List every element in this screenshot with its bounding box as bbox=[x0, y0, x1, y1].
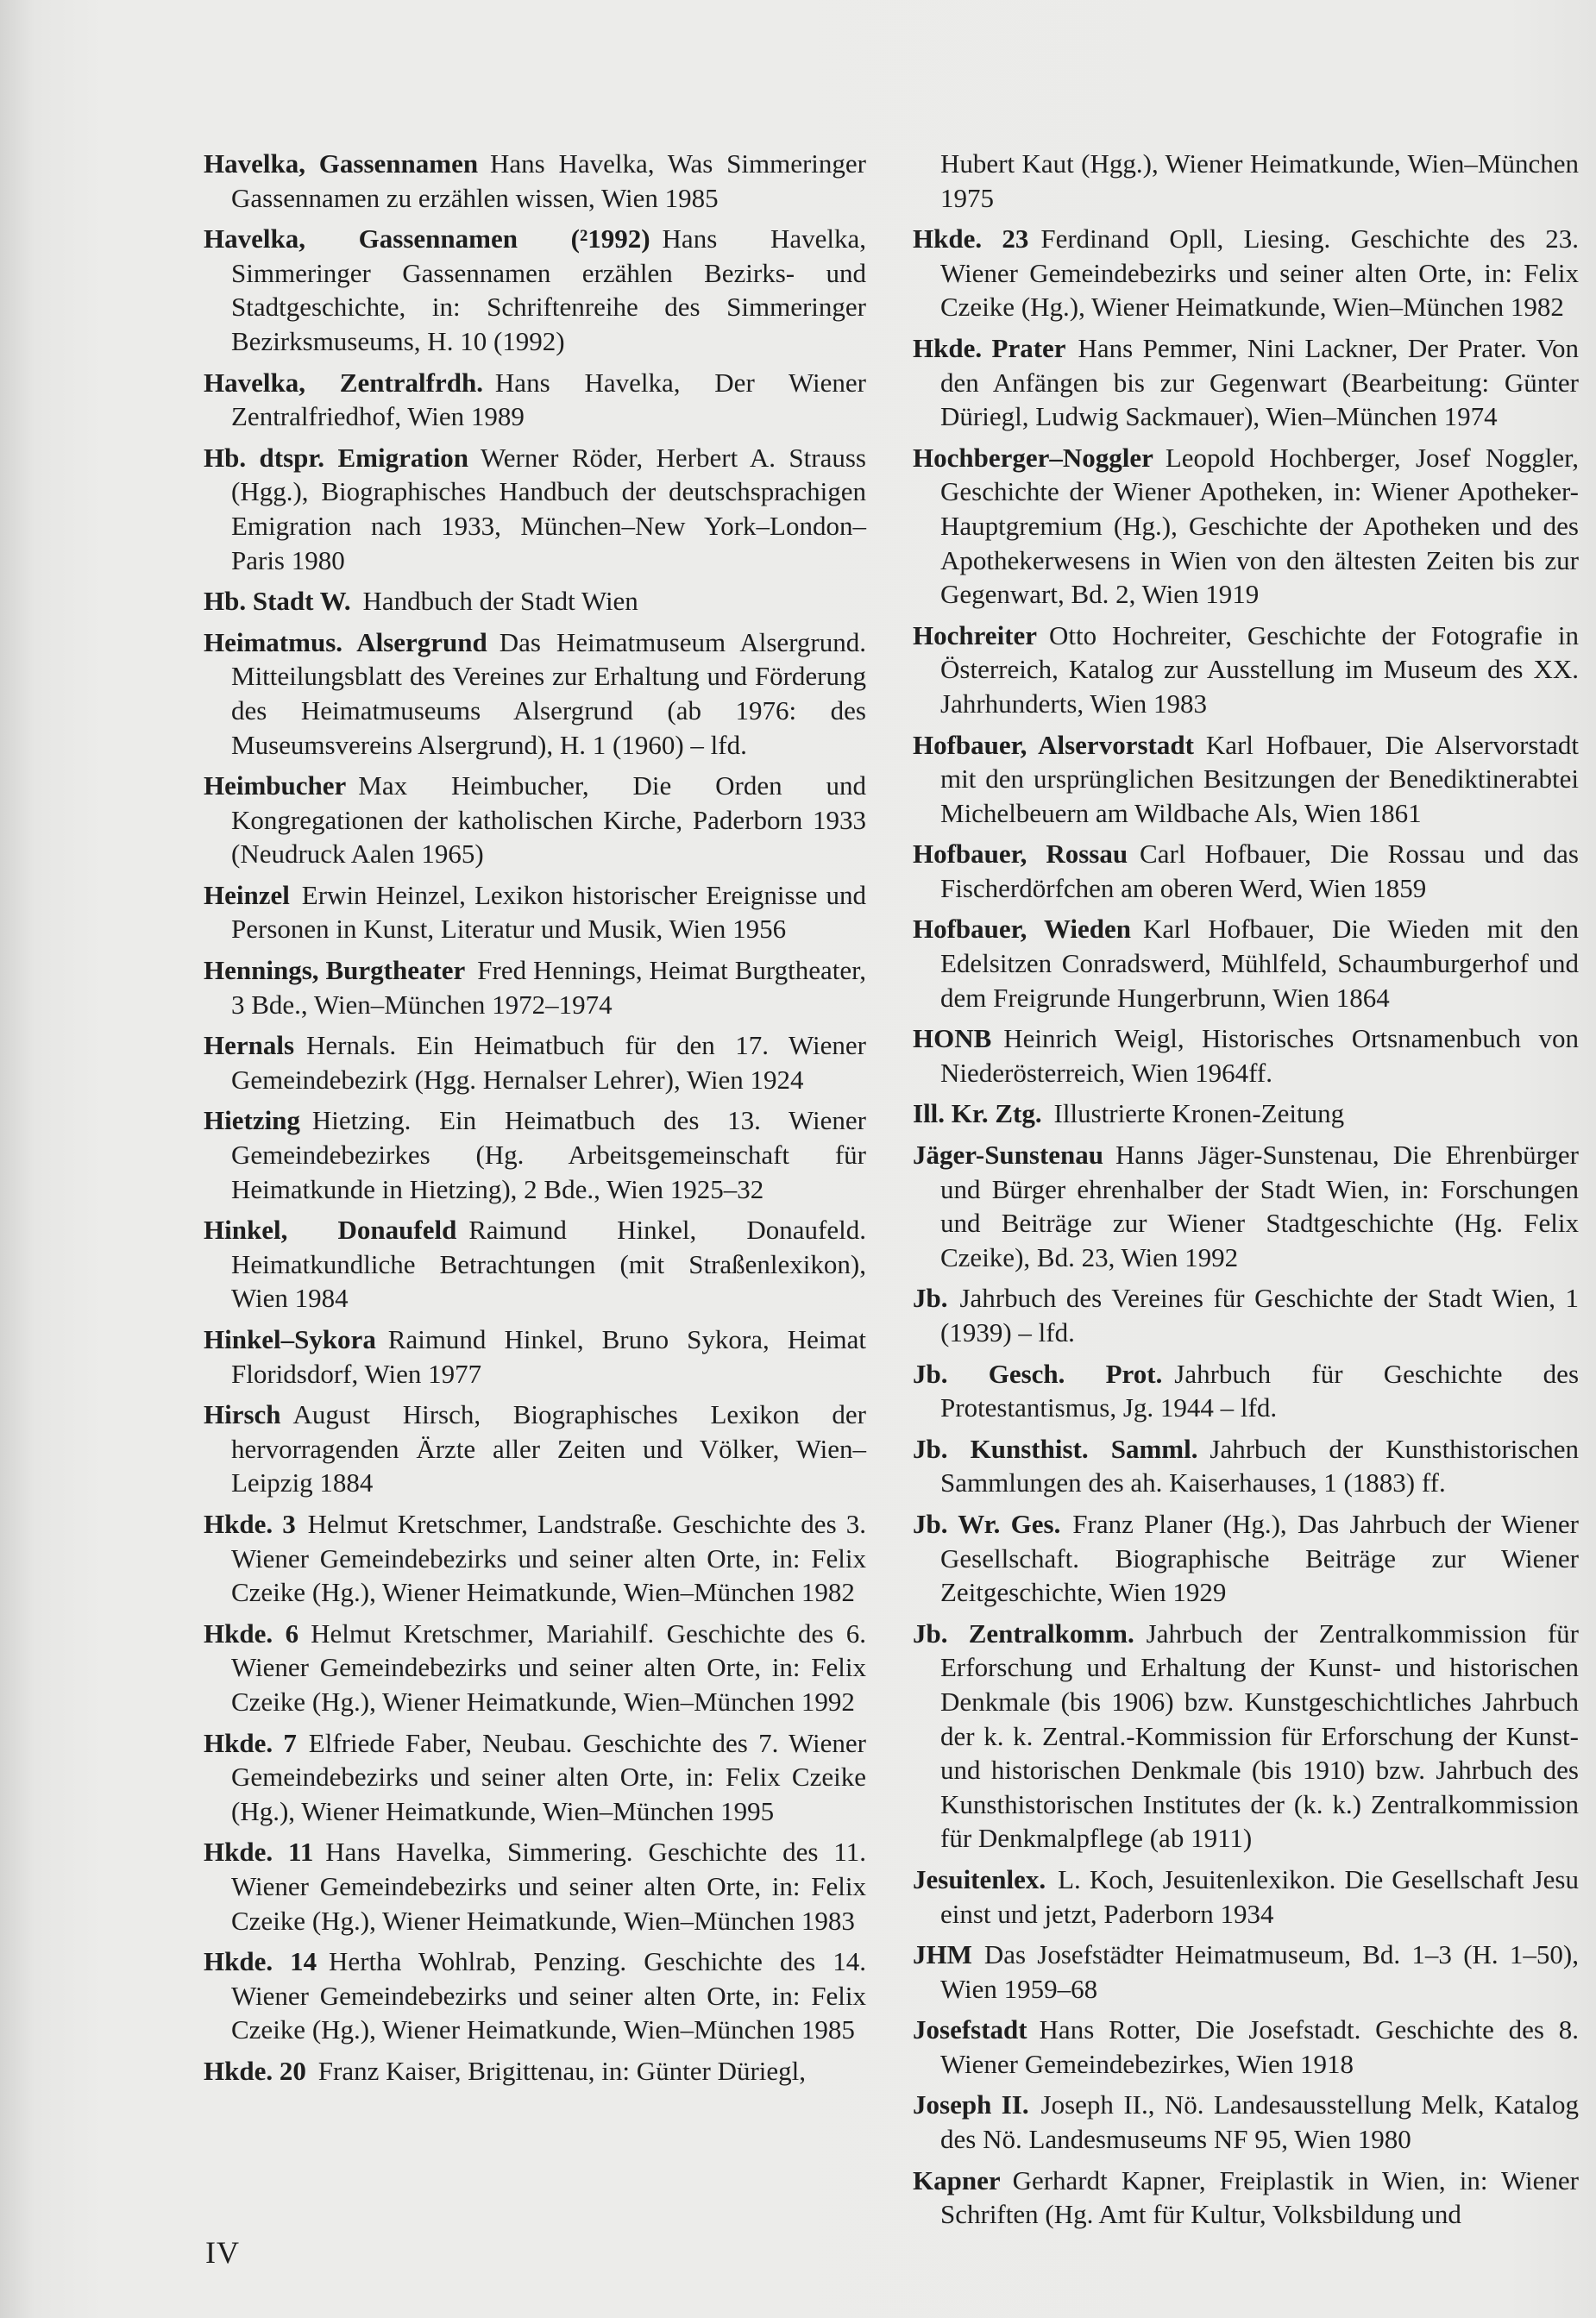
entry-key: Jb. Zentralkomm. bbox=[913, 1618, 1134, 1649]
bibliography-entry bbox=[913, 331, 1579, 434]
entry-text: Max Heimbucher, Die Orden und Kongregationen der katholischen Kirche, Paderborn 1933 (Neudruck Aalen 1965) bbox=[231, 770, 866, 870]
entry-key: Hirsch bbox=[204, 1399, 281, 1430]
bibliography-entry bbox=[204, 1103, 866, 1206]
entry-key: Heinzel bbox=[204, 879, 290, 910]
bibliography-entry bbox=[204, 1507, 866, 1610]
entry-text: Hans Havelka, Der Wiener Zentralfriedhof, Wien 1989 bbox=[231, 367, 866, 432]
bibliography-entry bbox=[913, 912, 1579, 1015]
entry-text: Raimund Hinkel, Donaufeld. Heimatkundliche Betrachtungen (mit Straßenlexikon), Wien 1984 bbox=[231, 1215, 866, 1314]
entry-text: Leopold Hochberger, Josef Noggler, Geschichte der Wiener Apotheken, in: Wiener Apotheker-Hauptgremium (Hg.), Geschichte der Apotheken und des Apothekerwesens in Wien von den ältesten Zeiten bis zur Gegenwart, Bd. 2, Wien 1919 bbox=[940, 442, 1579, 610]
entry-text: Jahrbuch der Zentralkommission für Erforschung und Erhaltung der Kunst- und historischen Denkmale (bis 1906) bzw. Kunstgeschichtliches Jahrbuch der k. k. Zentral.-Kommission für Erforschung der Kunst- und historischen Denkmale (bis 1910) bzw. Jahrbuch des Kunsthistorischen Institutes der (k. k.) Zentralkommission für Denkmalpflege (ab 1911) bbox=[940, 1618, 1580, 1854]
entry-key: Hinkel, Donaufeld bbox=[204, 1215, 457, 1246]
entry-key: Hkde. Prater bbox=[913, 332, 1066, 363]
entry-key: JHM bbox=[913, 1939, 972, 1970]
left-column bbox=[204, 147, 866, 2095]
bibliography-entry bbox=[204, 953, 866, 1021]
entry-key: Kapner bbox=[913, 2164, 1001, 2196]
entry-text: Hertha Wohlrab, Penzing. Geschichte des 14. Wiener Gemeindebezirks und seiner alten Orte, in: Felix Czeike (Hg.), Wiener Heimatkunde, Wien–München 1985 bbox=[231, 1946, 866, 2045]
entry-text: Joseph II., Nö. Landesausstellung Melk, Katalog des Nö. Landesmuseums NF 95, Wien 1980 bbox=[940, 2089, 1580, 2155]
entry-text: Heinrich Weigl, Historisches Ortsnamenbuch von Niederösterreich, Wien 1964ff. bbox=[940, 1023, 1579, 1088]
entry-key: Jb. Gesch. Prot. bbox=[913, 1358, 1163, 1389]
bibliography-entry bbox=[913, 1617, 1579, 1856]
entry-key: Hochberger–Noggler bbox=[913, 442, 1153, 473]
bibliography-entry bbox=[913, 619, 1579, 721]
bibliography-entry bbox=[913, 1281, 1579, 1349]
entry-text: L. Koch, Jesuitenlexikon. Die Gesellschaft Jesu einst und jetzt, Paderborn 1934 bbox=[940, 1863, 1579, 1929]
entry-key: Josefstadt bbox=[913, 2014, 1027, 2045]
entry-key: Heimbucher bbox=[204, 770, 347, 801]
entry-text: Hans Pemmer, Nini Lackner, Der Prater. Von den Anfängen bis zur Gegenwart (Bearbeitung: Günter Düriegl, Ludwig Sackmauer), Wien–München 1974 bbox=[940, 332, 1580, 432]
entry-key: Joseph II. bbox=[913, 2089, 1029, 2120]
entry-key: Hkde. 20 bbox=[204, 2055, 306, 2086]
bibliography-entry bbox=[913, 2164, 1579, 2232]
entry-text: Hernals. Ein Heimatbuch für den 17. Wiener Gemeindebezirk (Hgg. Hernalser Lehrer), Wien 1924 bbox=[231, 1030, 866, 1095]
bibliography-entry bbox=[204, 584, 866, 619]
bibliography-entry bbox=[913, 2013, 1579, 2081]
entry-text: Jahrbuch des Vereines für Geschichte der Stadt Wien, 1 (1939) – lfd. bbox=[940, 1283, 1579, 1347]
bibliography-entry bbox=[204, 441, 866, 577]
entry-key: Ill. Kr. Ztg. bbox=[913, 1098, 1042, 1129]
entry-text: Gerhardt Kapner, Freiplastik in Wien, in: Wiener Schriften (Hg. Amt für Kultur, Volksbildung und bbox=[940, 2164, 1579, 2230]
bibliography-entry bbox=[913, 441, 1579, 612]
entry-text: Otto Hochreiter, Geschichte der Fotografie in Österreich, Katalog zur Ausstellung im Museum des XX. Jahrhunderts, Wien 1983 bbox=[940, 619, 1579, 719]
entry-key: Hkde. 11 bbox=[204, 1837, 314, 1868]
entry-key: Hkde. 23 bbox=[913, 223, 1029, 254]
bibliography-entry bbox=[913, 1357, 1579, 1425]
entry-key: Jb. bbox=[913, 1283, 948, 1314]
bibliography-entry bbox=[204, 1617, 866, 1719]
entry-key: Hochreiter bbox=[913, 619, 1038, 650]
entry-key: Heimatmus. Alsergrund bbox=[204, 626, 487, 657]
bibliography-entry bbox=[204, 1322, 866, 1391]
entry-continuation: Hubert Kaut (Hgg.), Wiener Heimatkunde, Wien–München 1975 bbox=[940, 148, 1579, 213]
entry-key: Havelka, Zentralfrdh. bbox=[204, 367, 483, 398]
entry-key: Hofbauer, Wieden bbox=[913, 914, 1132, 945]
bibliography-entry bbox=[204, 878, 866, 946]
entry-key: Jesuitenlex. bbox=[913, 1863, 1046, 1894]
bibliography-entry bbox=[204, 769, 866, 871]
bibliography-entry bbox=[913, 1863, 1579, 1931]
entry-text: Hans Havelka, Simmeringer Gassennamen erzählen Bezirks- und Stadtgeschichte, in: Schriftenreihe des Simmeringer Bezirksmuseums, H. 10 (1992) bbox=[231, 223, 866, 356]
entry-text: Helmut Kretschmer, Mariahilf. Geschichte des 6. Wiener Gemeindebezirks und seiner alten Orte, in: Felix Czeike (Hg.), Wiener Heimatkunde, Wien–München 1992 bbox=[231, 1618, 867, 1717]
bibliography-entry bbox=[913, 837, 1579, 905]
entry-text: Erwin Heinzel, Lexikon historischer Ereignisse und Personen in Kunst, Literatur und Musik, Wien 1956 bbox=[231, 879, 866, 945]
bibliography-entry bbox=[913, 2088, 1579, 2156]
bibliography-entry bbox=[204, 1028, 866, 1096]
bibliography-entry bbox=[204, 1213, 866, 1316]
bibliography-entry bbox=[204, 1398, 866, 1500]
entry-key: Jäger-Sunstenau bbox=[913, 1140, 1104, 1171]
bibliography-entry bbox=[204, 147, 866, 215]
entry-text: Handbuch der Stadt Wien bbox=[362, 586, 638, 617]
entry-key: Hkde. 14 bbox=[204, 1946, 317, 1977]
bibliography-entry bbox=[204, 1835, 866, 1938]
bibliography-entry bbox=[913, 728, 1579, 831]
entry-key: Hinkel–Sykora bbox=[204, 1324, 376, 1354]
entry-text: Werner Röder, Herbert A. Strauss (Hgg.), Biographisches Handbuch der deutschsprachigen Emigration nach 1933, München–New York–London–Paris 1980 bbox=[231, 442, 867, 575]
bibliography-entry bbox=[204, 1944, 866, 2047]
bibliography-entry bbox=[913, 1432, 1579, 1500]
entry-key: Hb. Stadt W. bbox=[204, 586, 351, 617]
entry-key: Hkde. 7 bbox=[204, 1727, 297, 1758]
entry-text: Hans Havelka, Simmering. Geschichte des 11. Wiener Gemeindebezirks und seiner alten Orte, in: Felix Czeike (Hg.), Wiener Heimatkunde, Wien–München 1983 bbox=[231, 1837, 866, 1936]
entry-key: HONB bbox=[913, 1023, 992, 1054]
bibliography-entry bbox=[913, 1938, 1579, 2006]
entry-text: Jahrbuch für Geschichte des Protestantismus, Jg. 1944 – lfd. bbox=[940, 1358, 1580, 1423]
bibliography-entry bbox=[204, 2054, 866, 2089]
entry-key: Hofbauer, Alservorstadt bbox=[913, 729, 1194, 760]
entry-text: Elfriede Faber, Neubau. Geschichte des 7. Wiener Gemeindebezirks und seiner alten Orte, in: Felix Czeike (Hg.), Wiener Heimatkunde, Wien–München 1995 bbox=[231, 1727, 866, 1826]
entry-text: Das Heimatmuseum Alsergrund. Mitteilungsblatt des Vereines zur Erhaltung und Förderung des Heimatmuseums Alsergrund (ab 1976: des Museumsvereins Alsergrund), H. 1 (1960) – lfd. bbox=[231, 626, 866, 760]
entry-text: Karl Hofbauer, Die Wieden mit den Edelsitzen Conradswerd, Mühlfeld, Schaumburgerhof und dem Freigrunde Hungerbrunn, Wien 1864 bbox=[940, 914, 1579, 1013]
entry-key: Jb. Kunsthist. Samml. bbox=[913, 1433, 1198, 1464]
entry-key: Hofbauer, Rossau bbox=[913, 839, 1128, 870]
entry-text: Hans Rotter, Die Josefstadt. Geschichte des 8. Wiener Gemeindebezirkes, Wien 1918 bbox=[940, 2014, 1579, 2079]
entry-key: Hkde. 3 bbox=[204, 1508, 296, 1539]
bibliography-entry bbox=[204, 222, 866, 358]
entry-key: Hkde. 6 bbox=[204, 1618, 299, 1649]
entry-text: Ferdinand Opll, Liesing. Geschichte des 23. Wiener Gemeindebezirks und seiner alten Orte, in: Felix Czeike (Hg.), Wiener Heimatkunde, Wien–München 1982 bbox=[940, 223, 1579, 323]
entry-text: Helmut Kretschmer, Landstraße. Geschichte des 3. Wiener Gemeindebezirks und seiner alten Orte, in: Felix Czeike (Hg.), Wiener Heimatkunde, Wien–München 1982 bbox=[231, 1508, 866, 1608]
entry-key: Hernals bbox=[204, 1030, 295, 1061]
entry-key: Hietzing bbox=[204, 1105, 300, 1136]
entry-text: Franz Planer (Hg.), Das Jahrbuch der Wiener Gesellschaft. Biographische Beiträge zur Wiener Zeitgeschichte, Wien 1929 bbox=[940, 1508, 1579, 1608]
entry-key: Jb. Wr. Ges. bbox=[913, 1508, 1061, 1539]
bibliography-entry bbox=[913, 222, 1579, 324]
bibliography-entry bbox=[913, 1507, 1579, 1610]
entry-text: Illustrierte Kronen-Zeitung bbox=[1053, 1098, 1345, 1129]
entry-text: Hans Havelka, Was Simmeringer Gassennamen zu erzählen wissen, Wien 1985 bbox=[231, 148, 867, 213]
page-number: IV bbox=[205, 2235, 240, 2270]
bibliography-entry bbox=[913, 1138, 1579, 1274]
entry-key: Havelka, Gassennamen bbox=[204, 148, 479, 179]
bibliography-entry bbox=[913, 1021, 1579, 1090]
entry-text: Raimund Hinkel, Bruno Sykora, Heimat Floridsdorf, Wien 1977 bbox=[231, 1324, 866, 1389]
right-column bbox=[913, 147, 1579, 2239]
entry-text: Jahrbuch der Kunsthistorischen Sammlungen des ah. Kaiserhauses, 1 (1883) ff. bbox=[940, 1433, 1579, 1498]
bibliography-entry bbox=[913, 1096, 1579, 1131]
entry-key: Havelka, Gassennamen (²1992) bbox=[204, 223, 650, 254]
entry-text: August Hirsch, Biographisches Lexikon der hervorragenden Ärzte aller Zeiten und Völker, Wien–Leipzig 1884 bbox=[231, 1399, 866, 1498]
entry-key: Hennings, Burgtheater bbox=[204, 955, 466, 986]
entry-text: Das Josefstädter Heimatmuseum, Bd. 1–3 (H. 1–50), Wien 1959–68 bbox=[940, 1939, 1579, 2004]
entry-text: Fred Hennings, Heimat Burgtheater, 3 Bde., Wien–München 1972–1974 bbox=[231, 955, 866, 1020]
bibliography-entry bbox=[204, 1726, 866, 1829]
bibliography-entry bbox=[204, 366, 866, 434]
entry-text: Hietzing. Ein Heimatbuch des 13. Wiener Gemeindebezirkes (Hg. Arbeitsgemeinschaft für Heimatkunde in Hietzing), 2 Bde., Wien 1925–32 bbox=[231, 1105, 866, 1204]
entry-text: Hanns Jäger-Sunstenau, Die Ehrenbürger und Bürger ehrenhalber der Stadt Wien, in: Forschungen und Beiträge zur Wiener Stadtgeschichte (Hg. Felix Czeike), Bd. 23, Wien 1992 bbox=[940, 1140, 1579, 1272]
entry-text: Karl Hofbauer, Die Alservorstadt mit den ursprünglichen Besitzungen der Benediktinerabtei Michelbeuern am Wildbache Als, Wien 1861 bbox=[940, 729, 1579, 828]
entry-key: Hb. dtspr. Emigration bbox=[204, 442, 469, 473]
entry-text: Carl Hofbauer, Die Rossau und das Fischerdörfchen am oberen Werd, Wien 1859 bbox=[940, 839, 1579, 903]
bibliography-entry bbox=[204, 625, 866, 762]
entry-text: Franz Kaiser, Brigittenau, in: Günter Düriegl, bbox=[317, 2055, 807, 2086]
